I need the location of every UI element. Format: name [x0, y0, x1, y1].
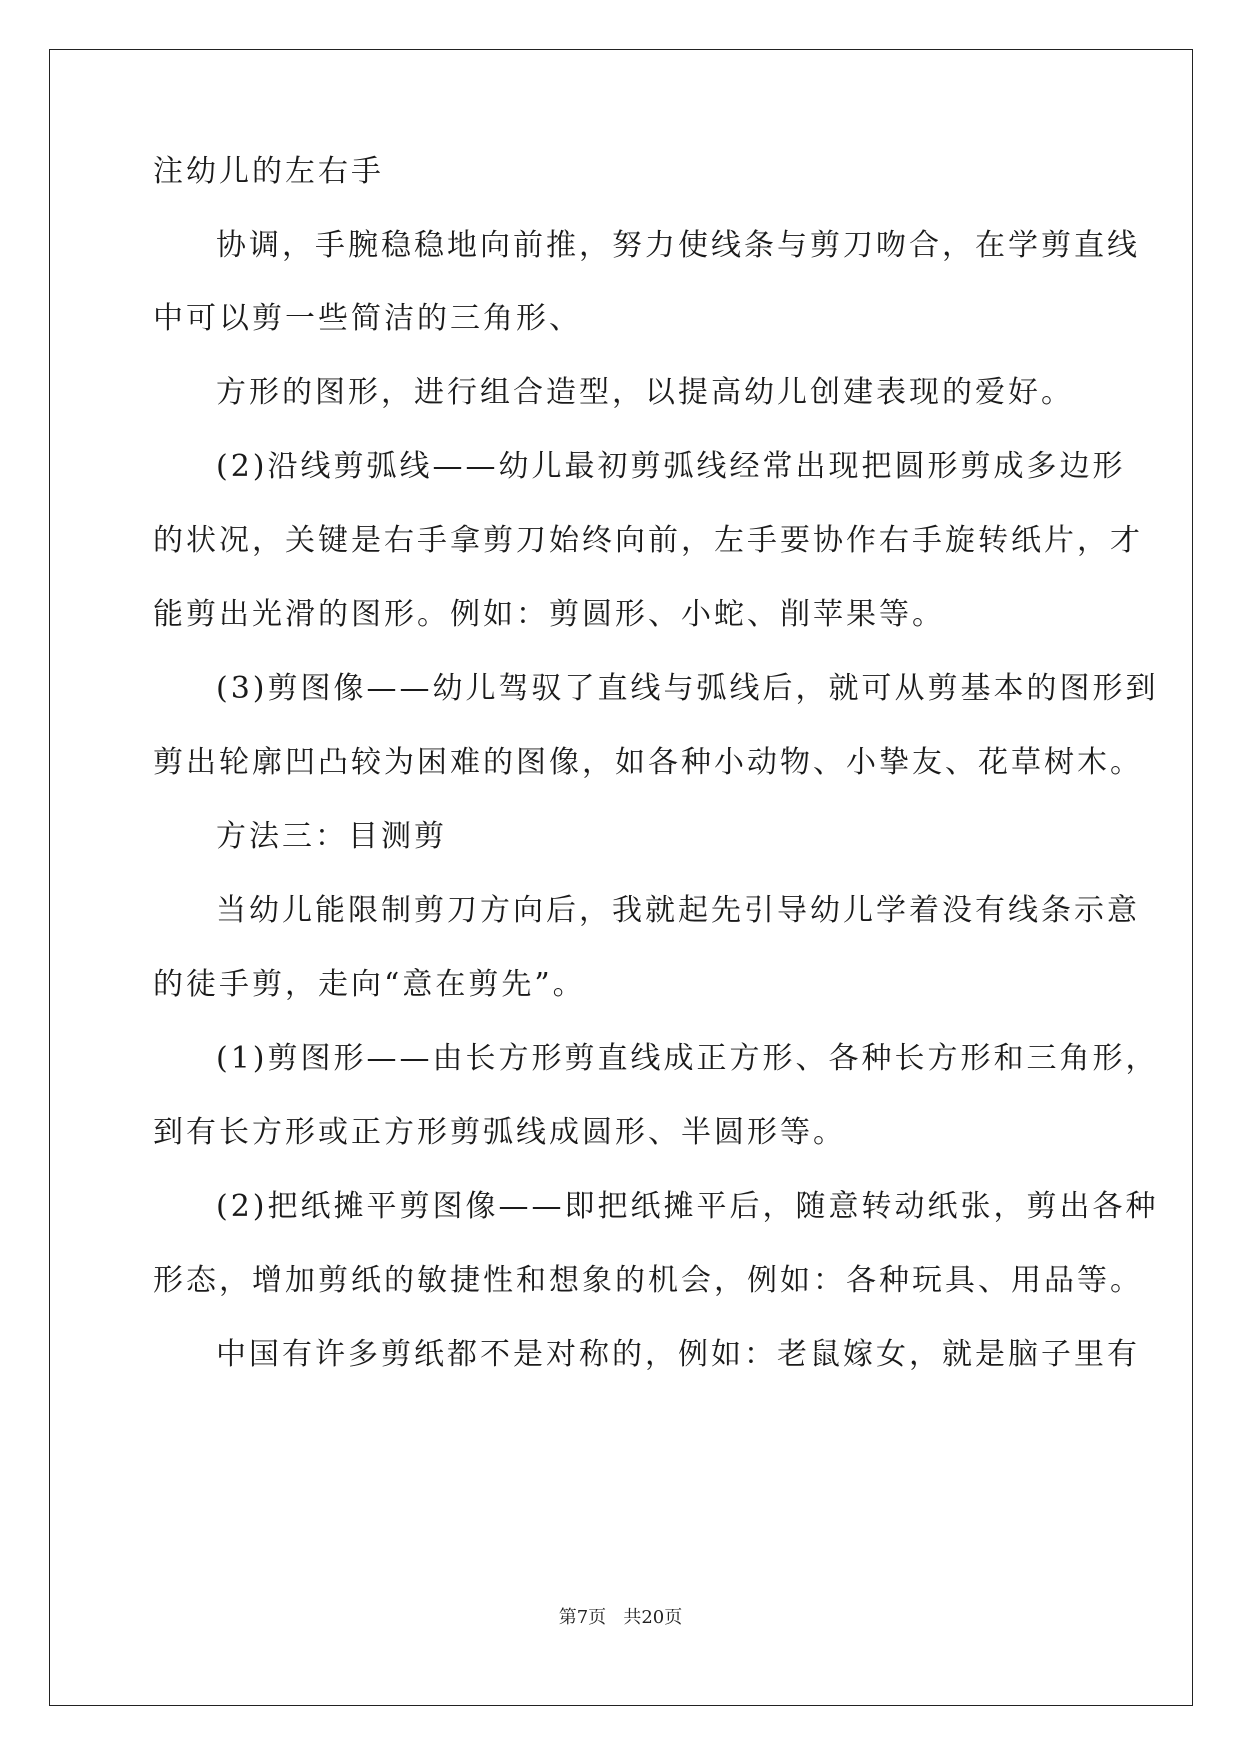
text-line: 协调，手腕稳稳地向前推，努力使线条与剪刀吻合，在学剪直线 — [216, 228, 1140, 263]
page-border — [49, 49, 1193, 1706]
page-total: 共20页 — [623, 1607, 683, 1628]
text-line: 当幼儿能限制剪刀方向后，我就起先引导幼儿学着没有线条示意 — [216, 893, 1140, 928]
text-line: 能剪出光滑的图形。例如：剪圆形、小蛇、削苹果等。 — [153, 597, 945, 632]
text-line: (2)沿线剪弧线——幼儿最初剪弧线经常出现把圆形剪成多边形 — [216, 449, 1126, 484]
text-line: 方形的图形，进行组合造型，以提高幼儿创建表现的爱好。 — [216, 375, 1074, 410]
text-line: (3)剪图像——幼儿驾驭了直线与弧线后，就可从剪基本的图形到 — [216, 671, 1159, 706]
text-line: 注幼儿的左右手 — [153, 154, 384, 189]
text-line: 剪出轮廓凹凸较为困难的图像，如各种小动物、小挚友、花草树木。 — [153, 745, 1143, 780]
text-line: (2)把纸摊平剪图像——即把纸摊平后，随意转动纸张，剪出各种 — [216, 1189, 1159, 1224]
text-line: 中国有许多剪纸都不是对称的，例如：老鼠嫁女，就是脑子里有 — [216, 1337, 1140, 1372]
text-line: 的徒手剪，走向“意在剪先”。 — [153, 967, 586, 1002]
text-line: (1)剪图形——由长方形剪直线成正方形、各种长方形和三角形， — [216, 1041, 1159, 1076]
text-line: 方法三：目测剪 — [216, 819, 447, 854]
text-line: 到有长方形或正方形剪弧线成圆形、半圆形等。 — [153, 1115, 846, 1150]
page-footer — [0, 1606, 1241, 1630]
page-number: 第7页 — [558, 1607, 607, 1628]
text-line: 形态，增加剪纸的敏捷性和想象的机会，例如：各种玩具、用品等。 — [153, 1263, 1143, 1298]
text-line: 的状况，关键是右手拿剪刀始终向前，左手要协作右手旋转纸片，才 — [153, 523, 1143, 558]
text-line: 中可以剪一些简洁的三角形、 — [153, 301, 582, 336]
